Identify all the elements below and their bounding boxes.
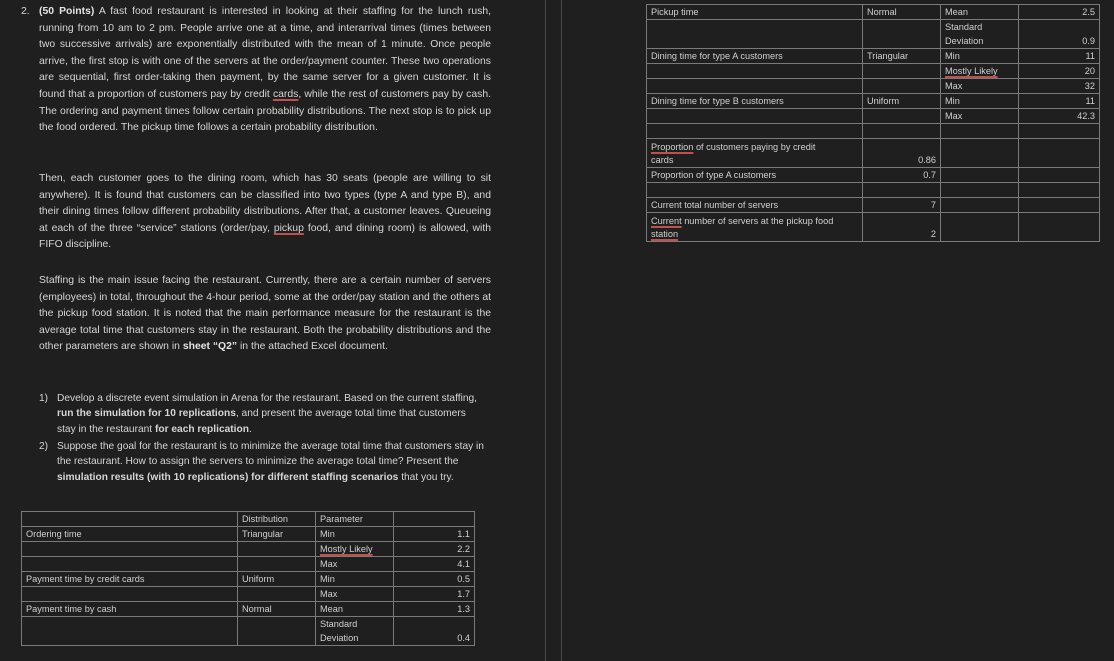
parameters-table: [21, 511, 475, 646]
row-parameter: Min: [316, 572, 394, 587]
row-label: Proportion of customers paying by credit cards: [647, 139, 863, 168]
row-parameter: Deviation: [316, 631, 394, 646]
row-distribution: Normal: [238, 602, 316, 617]
table-row: [647, 64, 1100, 79]
sheet-reference: sheet “Q2”: [182, 341, 238, 353]
table-row: [647, 79, 1100, 94]
row-value: 11: [1019, 49, 1100, 64]
spell-flag-cards: cards: [272, 88, 299, 100]
table-row: [22, 572, 475, 587]
header-distribution: Distribution: [238, 512, 316, 527]
dining-paragraph: [39, 171, 491, 254]
row-parameter: Max: [316, 557, 394, 572]
table-row: [22, 512, 475, 527]
row-parameter: Min: [941, 49, 1019, 64]
table-row: [647, 109, 1100, 124]
row-distribution: Normal: [863, 5, 941, 20]
row-value: 32: [1019, 79, 1100, 94]
table-row: [22, 631, 475, 646]
row-parameter: Mostly Likely: [316, 542, 394, 557]
subquestion-2-number: 2): [39, 441, 49, 452]
row-label: Payment time by credit cards: [22, 572, 238, 587]
table-row: [647, 213, 1100, 242]
row-value: 1.7: [394, 587, 475, 602]
dining-text: Then, each customer goes to the dining room, which has 30 seats (people are willing to sit anywhere). It is found that customers can be classified into two types (type A and type B), and their dining times follow different probability distributions. After that, a customer leaves. Queueing at each of the three “service” stations (order/pay,: [39, 173, 491, 234]
table-row: [22, 602, 475, 617]
table-row: [647, 34, 1100, 49]
row-value: 1.3: [394, 602, 475, 617]
row-label: Ordering time: [22, 527, 238, 542]
row-value: 0.7: [863, 168, 941, 183]
row-parameter: Mean: [941, 5, 1019, 20]
intro-text-end: , while the rest of customers pay by cash. The ordering and payment times follow certain probability distributions. The next stop is to pick up the food ordered. The pickup time follows a certain probability distribution.: [39, 88, 492, 134]
row-parameter: Max: [941, 109, 1019, 124]
row-value: 0.4: [394, 631, 475, 646]
row-parameter: Deviation: [941, 34, 1019, 49]
row-value: 7: [863, 198, 941, 213]
row-distribution: Triangular: [863, 49, 941, 64]
dining-text-end: food, and dining room) is allowed, with FIFO discipline.: [39, 222, 492, 251]
staffing-paragraph: [39, 273, 491, 356]
row-distribution: Uniform: [238, 572, 316, 587]
row-distribution: Uniform: [863, 94, 941, 109]
page-divider-left: [545, 0, 546, 661]
table-row: [647, 5, 1100, 20]
intro-paragraph: [39, 4, 491, 137]
table-row: [22, 527, 475, 542]
table-row: [647, 198, 1100, 213]
table-row: [647, 139, 1100, 168]
row-value: 2.2: [394, 542, 475, 557]
row-value: 2: [863, 213, 941, 242]
page-divider-right: [561, 0, 562, 661]
row-value: 11: [1019, 94, 1100, 109]
row-parameter: Min: [316, 527, 394, 542]
row-label: Pickup time: [647, 5, 863, 20]
table-row: [22, 587, 475, 602]
row-distribution: Triangular: [238, 527, 316, 542]
row-value: 1.1: [394, 527, 475, 542]
row-parameter: Max: [941, 79, 1019, 94]
row-value: 0.5: [394, 572, 475, 587]
row-value: 20: [1019, 64, 1100, 79]
staffing-text-end: in the attached Excel document.: [237, 341, 388, 353]
table-row: [647, 124, 1100, 139]
row-label: Dining time for type A customers: [647, 49, 863, 64]
row-value: 2.5: [1019, 5, 1100, 20]
row-parameter: Standard: [941, 20, 1019, 35]
table-row: [22, 617, 475, 632]
row-parameter: Min: [941, 94, 1019, 109]
row-label: Dining time for type B customers: [647, 94, 863, 109]
table-row: [647, 168, 1100, 183]
table-row: [22, 542, 475, 557]
row-label: Current number of servers at the pickup food station: [647, 213, 863, 242]
row-label: Proportion of type A customers: [647, 168, 863, 183]
table-row: [647, 49, 1100, 64]
row-label: Payment time by cash: [22, 602, 238, 617]
row-parameter: Mostly Likely: [941, 64, 1019, 79]
subquestion-1-number: 1): [39, 393, 49, 404]
row-value: 4.1: [394, 557, 475, 572]
row-label: Current total number of servers: [647, 198, 863, 213]
points-label: (50 Points): [39, 6, 95, 17]
spreadsheet-table: [646, 4, 1100, 242]
spell-flag-pickup: pickup: [273, 222, 304, 234]
subquestion-1-text: Develop a discrete event simulation in Arena for the restaurant. Based on the current staffing, run the simulation for 10 replications, and present the average total time that customers stay in the restaurant for each replication.: [57, 393, 478, 435]
staffing-text: Staffing is the main issue facing the restaurant. Currently, there are a certain number of servers (employees) in total, throughout the 4-hour period, some at the order/pay station and the others at the pickup food station. It is noted that the main performance measure for the restaurant is the average total time that customers stay in the restaurant. Both the probability distributions and the other parameters are shown in: [39, 275, 491, 353]
row-parameter: Max: [316, 587, 394, 602]
table-row: [647, 94, 1100, 109]
left-document-page: [0, 0, 545, 661]
table-row: [647, 20, 1100, 35]
table-row: [647, 183, 1100, 198]
question-number: 2.: [21, 6, 30, 17]
row-value: 42.3: [1019, 109, 1100, 124]
row-parameter: Standard: [316, 617, 394, 632]
header-parameter: Parameter: [316, 512, 394, 527]
right-spreadsheet-page: [573, 0, 1114, 661]
row-parameter: Mean: [316, 602, 394, 617]
table-row: [22, 557, 475, 572]
subquestion-2-text: Suppose the goal for the restaurant is to minimize the average total time that customers stay in the restaurant. How to assign the servers to minimize the average total time? Present the simulation results (with 10 replications) for different staffing scenarios that you try.: [57, 441, 484, 483]
intro-text: A fast food restaurant is interested in looking at their staffing for the lunch rush, running from 10 am to 2 pm. People arrive one at a time, and interarrival times (times between two successive arrivals) are exponentially distributed with the mean of 1 minute. Once people arrive, the first stop is with one of the servers at the order/payment counter. These two operations are sequential, first order-taking then payment, by the same server for a given customer. It is found that a proportion of customers pay by credit: [39, 6, 491, 100]
row-value: 0.86: [863, 139, 941, 168]
row-value: 0.9: [1019, 34, 1100, 49]
